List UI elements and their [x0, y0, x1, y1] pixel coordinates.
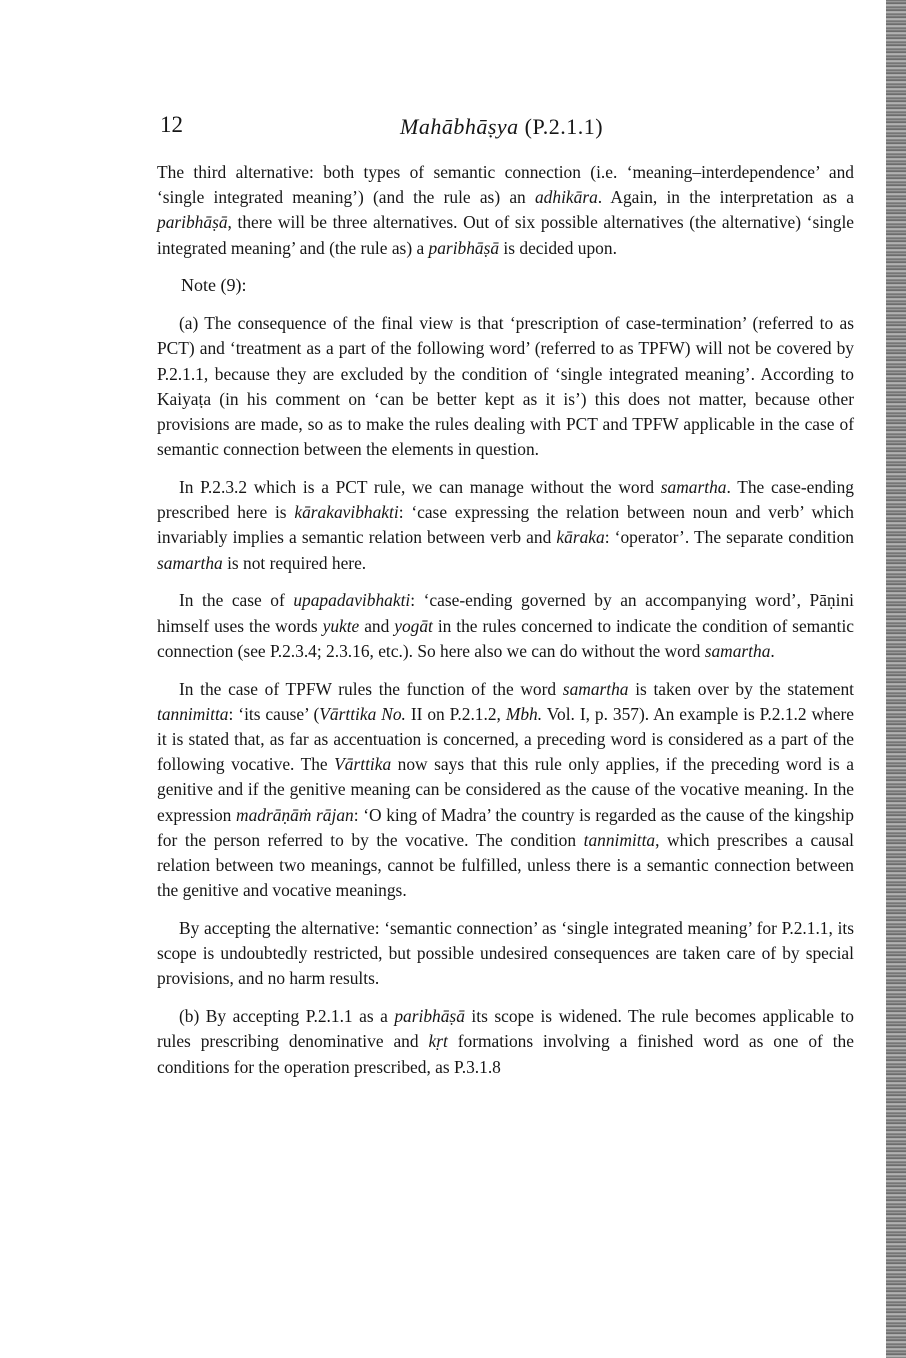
italic-term: madrāṇāṁ rājan	[236, 804, 354, 825]
text-run: : ‘operator’. The separate condition	[604, 527, 854, 548]
text-run: . The case-ending prescribed here is	[157, 477, 854, 523]
text-run: and	[359, 615, 395, 636]
scanned-page-edge	[886, 0, 906, 1358]
running-head-title: Mahābhāṣya	[400, 114, 519, 139]
italic-term: paribhāṣā	[157, 212, 228, 233]
text-run: : ‘its cause’ (	[228, 703, 320, 724]
italic-term: yukte	[322, 615, 360, 636]
running-head	[400, 114, 603, 140]
text-run: By accepting the alternative: ‘semantic connection’ as ‘single integrated meaning’ for P.2.1.1, its scope is undoubtedly restricted, but possible undesired consequences are taken care of by special provisions, and no harm results.	[157, 918, 854, 989]
text-run: is decided upon.	[499, 237, 617, 258]
italic-term: kārakavibhakti	[294, 502, 399, 523]
text-run: its scope is widened. The rule becomes applicable to rules prescribing denominative and	[157, 1006, 854, 1052]
paragraph	[157, 1004, 854, 1080]
italic-term: kṛt	[428, 1031, 448, 1052]
text-run: , which prescribes a causal relation between two meanings, cannot be fulfilled, unless there is a semantic connection between the genitive and vocative meanings.	[157, 829, 854, 901]
italic-term: samartha	[157, 552, 223, 573]
text-run: now says that this rule only applies, if the preceding word is a genitive and if the genitive meaning can be considered as the cause of the vocative meaning. In the expression	[157, 754, 854, 825]
text-run: : ‘case expressing the relation between noun and verb’ which invariably implies a semantic relation between verb and	[157, 502, 854, 548]
text-run: formations involving a finished word as one of the conditions for the operation prescribed, as P.3.1.8	[157, 1031, 854, 1077]
text-run: (a) The consequence of the final view is that ‘prescription of case-termination’ (referred to as PCT) and ‘treatment as a part of the following word’ (referred to as TPFW) will not be covered by P.2.1.1, because they are excluded by the condition of ‘single integrated meaning’. According to Kaiyaṭa (in his comment on ‘can be better kept as it is’) this does not matter, because other provisions are made, so as to make the rules dealing with PCT and TPFW applicable in the case of semantic connection between the elements in question.	[157, 313, 854, 460]
text-run: In the case of TPFW rules the function of the word	[179, 678, 563, 699]
paragraph	[157, 311, 854, 462]
italic-term: Mbh.	[505, 703, 543, 724]
text-run: in the rules concerned to indicate the condition of semantic connection (see P.2.3.4; 2.3.16, etc.). So here also we can do without the word	[157, 615, 854, 661]
text-run: is taken over by the statement	[628, 678, 854, 699]
italic-term: samartha	[704, 640, 771, 661]
italic-term: paribhāṣā	[428, 237, 500, 258]
paragraph	[157, 916, 854, 992]
text-run: II on P.2.1.2,	[405, 703, 506, 724]
text-run: .	[770, 640, 775, 661]
text-run: . Again, in the interpretation as a	[597, 187, 855, 208]
text-run: Note (9):	[181, 275, 247, 296]
body-text	[157, 160, 854, 1092]
paragraph	[157, 677, 854, 904]
text-run: is not required here.	[222, 552, 367, 573]
italic-term: samartha	[562, 678, 629, 699]
italic-term: samartha	[660, 477, 727, 498]
running-head-ref: (P.2.1.1)	[524, 114, 604, 139]
text-run: : ‘case-ending governed by an accompanying word’, Pāṇini himself uses the words	[157, 590, 854, 636]
text-run: , there will be three alternatives. Out of six possible alternatives (the alternative) ‘single integrated meaning’ and (the rule as) a	[157, 212, 854, 258]
text-run: In P.2.3.2 which is a PCT rule, we can manage without the word	[179, 477, 661, 498]
paragraph	[157, 588, 854, 664]
text-run: (b) By accepting P.2.1.1 as a	[179, 1006, 395, 1027]
text-run: In the case of	[179, 590, 294, 611]
italic-term: yogāt	[394, 615, 433, 636]
italic-term: Vārttika No.	[319, 703, 406, 724]
italic-term: kāraka	[556, 527, 605, 548]
text-run: The third alternative: both types of semantic connection (i.e. ‘meaning–interdependence’ and ‘single integrated meaning’) (and the rule as) an	[157, 162, 854, 208]
paragraph	[157, 160, 854, 261]
italic-term: tannimitta	[583, 829, 656, 850]
italic-term: adhikāra	[534, 187, 598, 208]
paragraph	[157, 475, 854, 576]
note-heading	[181, 273, 854, 298]
text-run: Vol. I, p. 357). An example is P.2.1.2 where it is stated that, as far as accentuation is concerned, a preceding word is considered as a part of the following vocative. The	[157, 703, 854, 775]
italic-term: paribhāṣā	[394, 1006, 465, 1027]
text-run: : ‘O king of Madra’ the country is regarded as the cause of the kingship for the person referred to by the vocative. The condition	[157, 804, 855, 850]
italic-term: upapadavibhakti	[293, 590, 411, 611]
italic-term: tannimitta	[157, 703, 229, 724]
page-number: 12	[160, 112, 183, 137]
italic-term: Vārttika	[334, 754, 392, 775]
